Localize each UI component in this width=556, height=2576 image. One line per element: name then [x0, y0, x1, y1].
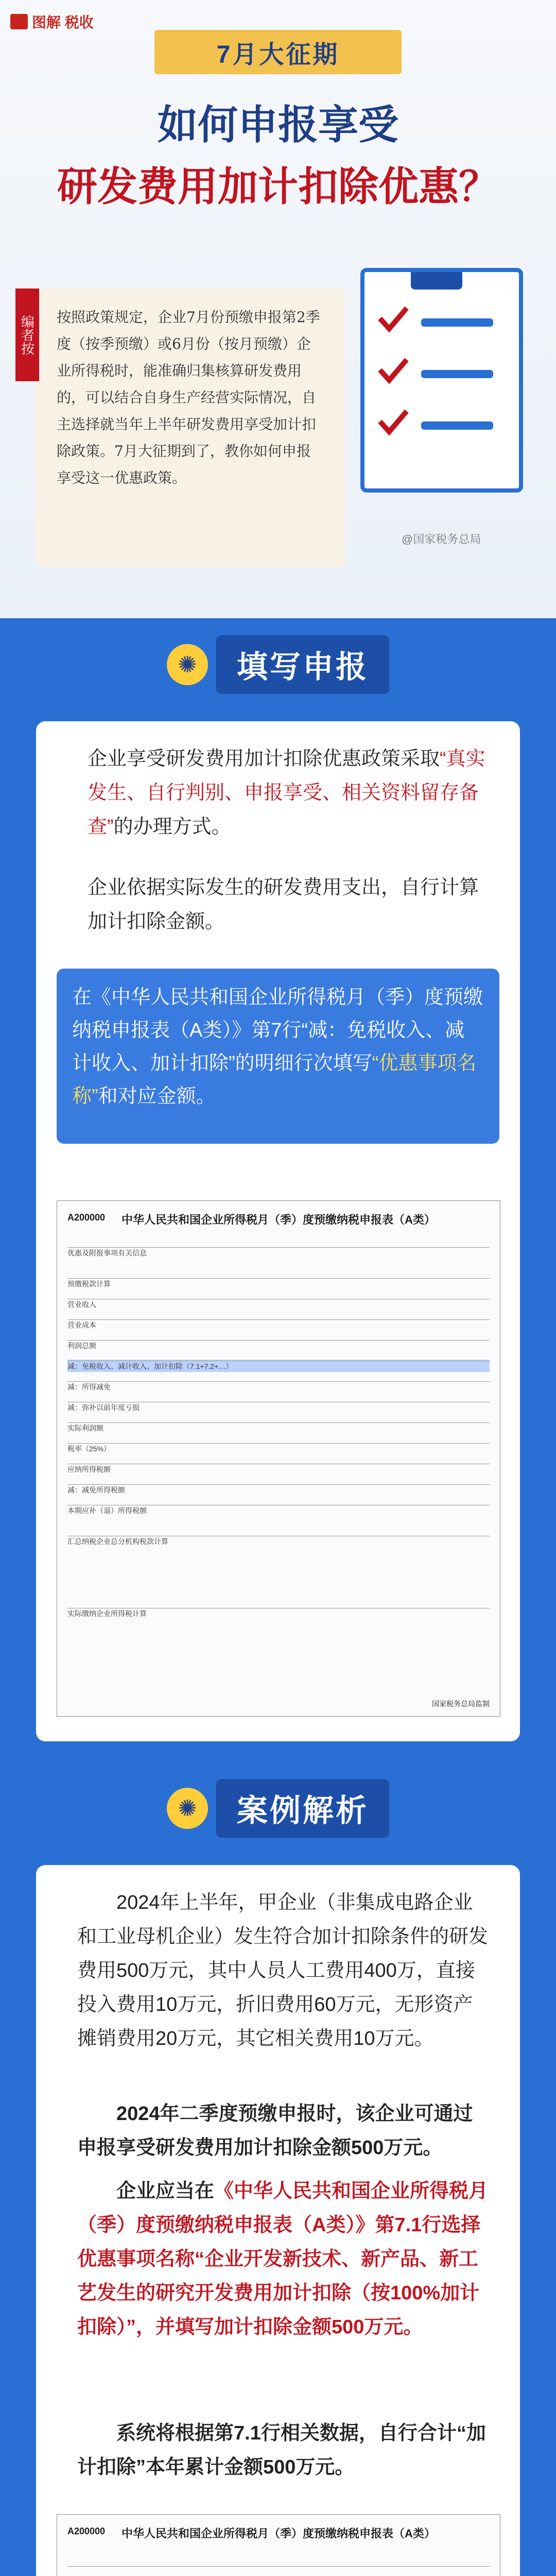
tax-form-image-1 — [57, 1200, 500, 1717]
case-para3-text: 企业应当在 — [116, 2180, 215, 2202]
clipboard-checklist-illustration — [360, 268, 523, 493]
period-ribbon: 7月大征期 — [154, 30, 402, 74]
form-code: A200000 — [67, 2526, 106, 2536]
section-title: 案例解析 — [216, 1779, 389, 1838]
logo-text: 图解 税收 — [32, 14, 94, 30]
filing-callout — [57, 969, 499, 1144]
callout-tail: 和对应金额。 — [98, 1086, 216, 1107]
form-row: 减：弥补以前年度亏损 — [67, 1402, 490, 1413]
section-header-case — [62, 1777, 494, 1839]
form-row: 预缴税款计算 — [67, 1278, 490, 1289]
case-para2: 2024年二季度预缴申报时，该企业可通过申报享受研发费用加计扣除金额500万元。 — [77, 2103, 473, 2159]
case-para4: 系统将根据第7.1行相关数据，自行合计“加计扣除”本年累计金额500万元。 — [77, 2422, 486, 2478]
credit-text: @国家税务总局 — [402, 533, 481, 546]
editor-note-text: 按照政策规定，企业7月份预缴申报第2季度（按季预缴）或6月份（按月预缴）企业所得税时，能准确归集核算研发费用的，可以结合自身生产经营实际情况，自主选择就当年上半年研发费用享受加计扣除政策。7月大征期到了，教你如何申报享受这一优惠政策。 — [57, 309, 320, 486]
site-logo — [10, 11, 94, 32]
form-row: 税率（25%） — [67, 1443, 490, 1454]
page-title-line1: 如何申报享受 — [157, 102, 398, 147]
form-row: 减：所得减免 — [67, 1381, 490, 1392]
filing-para1 — [88, 742, 489, 844]
filing-para1-tail: 的办理方式。 — [113, 816, 231, 838]
editor-note-tag: 编者按 — [15, 289, 39, 381]
form-title: 中华人民共和国企业所得税月（季）度预缴纳税申报表（A类） — [121, 2527, 436, 2540]
form-row: 实际利润额 — [67, 1422, 490, 1433]
form-row: 减：减免所得税额 — [67, 1484, 490, 1495]
tax-form-image-2 — [57, 2514, 500, 2576]
filing-para2: 企业依据实际发生的研发费用支出，自行计算加计扣除金额。 — [88, 877, 479, 933]
lightbulb-icon: ✺ — [167, 644, 208, 685]
form-row: 汇总纳税企业总分机构税款计算 — [67, 1536, 490, 1547]
case-para3-highlight: 《中华人民共和国企业所得税月（季）度预缴纳税申报表（A类）》第7.1行选择优惠事项名称“企业开发新技术、新产品、新工艺发生的研究开发费用加计扣除（按100%加计扣除）”，并填写加计扣除金额500万元。 — [77, 2180, 489, 2338]
form-stamp: 国家税务总局监制 — [432, 1700, 490, 1708]
callout-text: 在《中华人民共和国企业所得税月（季）度预缴纳税申报表（A类）》第7行“减：免税收入、减计收入、加计扣除”的明细行次填写 — [72, 987, 483, 1074]
form-row: 本期应补（退）所得税额 — [67, 1505, 490, 1516]
form-row: 应纳所得税额 — [67, 1464, 490, 1475]
filing-para1-text: 企业享受研发费用加计扣除优惠政策采取 — [88, 748, 440, 770]
form-title: 中华人民共和国企业所得税月（季）度预缴纳税申报表（A类） — [121, 1213, 436, 1226]
form-row — [67, 2566, 490, 2567]
case-para3 — [77, 2174, 489, 2344]
logo-icon — [10, 14, 28, 29]
checklist-icon — [364, 272, 511, 480]
form-row: 营业成本 — [67, 1319, 490, 1330]
filing-para1-highlight: “真实发生、自行判别、申报享受、相关资料留存备查” — [88, 748, 485, 838]
form-row: 利润总额 — [67, 1340, 490, 1351]
page-title-line2: 研发费用加计扣除优惠？ — [57, 164, 499, 209]
section-header-filing — [62, 634, 494, 696]
lightbulb-icon: ✺ — [167, 1788, 208, 1829]
form-row-highlighted: 减：免税收入、减计收入、加计扣除（7.1+7.2+…） — [67, 1361, 490, 1371]
form-row: 营业收入 — [67, 1299, 490, 1310]
case-para1: 2024年上半年，甲企业（非集成电路企业和工业母机企业）发生符合加计扣除条件的研发费用500万元，其中人员人工费用400万，直接投入费用10万元，折旧费用60万元，无形资产摊销费用20万元，其它相关费用10万元。 — [77, 1892, 489, 2049]
form-row: 实际缴纳企业所得税计算 — [67, 1608, 490, 1619]
form-code: A200000 — [67, 1212, 106, 1223]
callout-highlight: “优惠事项名称” — [72, 1053, 477, 1107]
form-row: 优惠及附报事项有关信息 — [67, 1247, 490, 1258]
section-title: 填写申报 — [216, 635, 389, 694]
